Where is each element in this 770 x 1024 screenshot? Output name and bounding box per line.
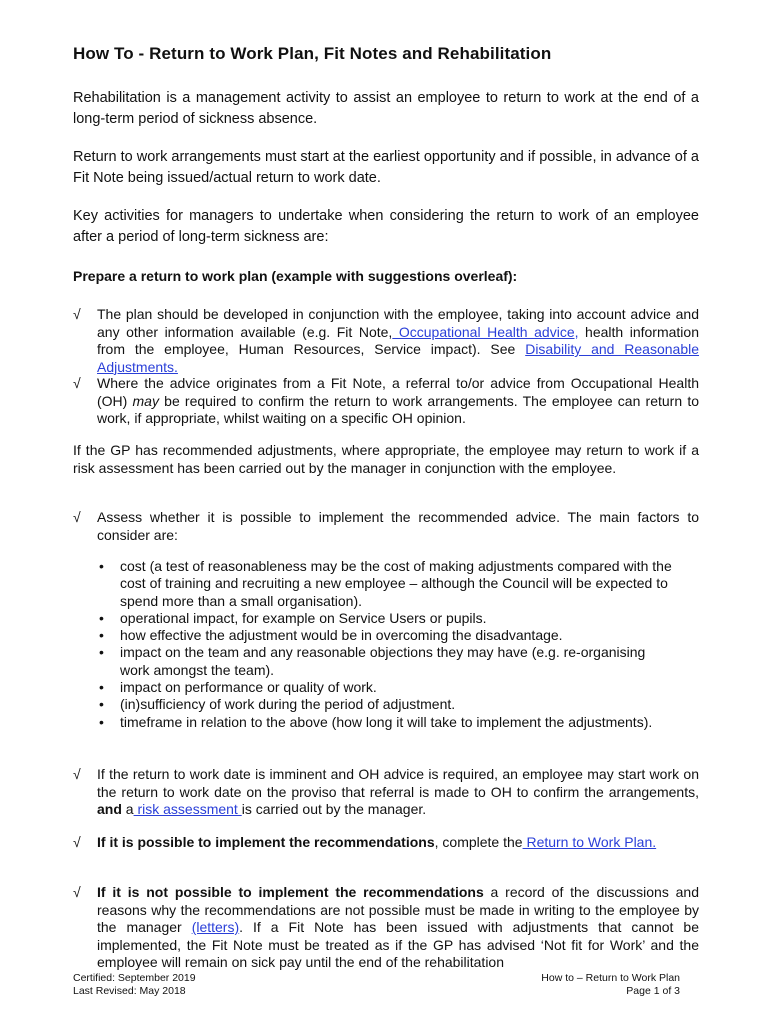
- list-item: • impact on the team and any reasonable objections they may have (e.g. re-organising work amongst the team).: [99, 644, 646, 678]
- check-mark-icon: √: [73, 375, 81, 391]
- bullet-icon: •: [99, 696, 104, 713]
- checklist-item-imminent-return: √ If the return to work date is imminent and OH advice is required, an employee may start work on the return to work date on the proviso that referral is made to OH to confirm the arrangements, and a risk assessment is carried out by the manager.: [73, 766, 699, 817]
- bullet-icon: •: [99, 627, 104, 644]
- list-item: • how effective the adjustment would be in overcoming the disadvantage.: [99, 627, 563, 644]
- document-name: How to – Return to Work Plan: [541, 972, 680, 984]
- occupational-health-link[interactable]: Occupational Health advice,: [392, 323, 579, 340]
- letters-link[interactable]: (letters): [191, 919, 240, 935]
- intro-paragraph-3: Key activities for managers to undertake when considering the return to work of an employee after a period of long-term sickness are:: [73, 208, 699, 245]
- check-mark-icon: √: [73, 509, 81, 525]
- risk-assessment-link[interactable]: risk assessment: [133, 801, 242, 817]
- check-mark-icon: √: [73, 834, 81, 850]
- bullet-icon: •: [99, 713, 104, 730]
- checklist-item-plan: √ The plan should be developed in conjunction with the employee, taking into account advice and any other information available (e.g. Fit Note, Occupational Health advice, health information from the employee, Human Resources, Service impact). See Disability and Reasonable Adjustments.: [73, 306, 700, 375]
- list-item: • impact on performance or quality of work.: [99, 679, 377, 696]
- return-to-work-plan-link[interactable]: Return to Work Plan.: [522, 834, 657, 850]
- gp-paragraph: If the GP has recommended adjustments, where appropriate, the employee may return to work if a risk assessment has been carried out by the manager in conjunction with the employee.: [73, 442, 699, 476]
- list-item: • (in)sufficiency of work during the period of adjustment.: [99, 696, 456, 713]
- check-mark-icon: √: [73, 884, 81, 900]
- checklist-item-possible: √ If it is possible to implement the recommendations, complete the Return to Work Plan.: [73, 834, 657, 850]
- disability-adjustments-link[interactable]: Disability and Reasonable Adjustments.: [97, 341, 700, 375]
- list-item: • timeframe in relation to the above (how long it will take to implement the adjustments).: [99, 713, 653, 730]
- page-title: How To - Return to Work Plan, Fit Notes and Rehabilitation: [73, 44, 552, 63]
- certified-date: Certified: September 2019: [73, 972, 196, 984]
- page-number: Page 1 of 3: [626, 985, 680, 997]
- bullet-icon: •: [99, 644, 104, 661]
- list-item: • operational impact, for example on Service Users or pupils.: [99, 609, 487, 626]
- intro-paragraph-1: Rehabilitation is a management activity to assist an employee to return to work at the end of a long-term period of sickness absence.: [73, 90, 699, 127]
- list-item: • cost (a test of reasonableness may be the cost of making adjustments compared with the cost of training and recruiting a new employee – although the Council will be expected to spend more than a small organisation).: [99, 558, 672, 609]
- checklist-item-not-possible: √ If it is not possible to implement the recommendations a record of the discussions and reasons why the recommendations are not possible must be made in writing to the employee by the manager (letters). If a Fit Note has been issued with adjustments that cannot be implemented, the Fit Note must be treated as if the GP has advised ‘Not fit for Work’ and the employee will remain on sick pay until the end of the rehabilitation: [73, 884, 700, 970]
- footer-left: [73, 972, 373, 998]
- checklist-item-fit-note: √ Where the advice originates from a Fit Note, a referral to/or advice from Occupational Health (OH) may be required to confirm the return to work arrangements. The employee can return to work, if appropriate, whilst waiting on a specific OH opinion.: [73, 375, 699, 426]
- checklist-item-assess: √ Assess whether it is possible to implement the recommended advice. The main factors to consider are:: [73, 509, 699, 543]
- bullet-icon: •: [99, 679, 104, 696]
- revised-date: Last Revised: May 2018: [73, 985, 186, 997]
- intro-paragraph-2: Return to work arrangements must start at the earliest opportunity and if possible, in advance of a Fit Note being issued/actual return to work date.: [73, 149, 699, 186]
- bullet-icon: •: [99, 558, 104, 574]
- factors-list: [73, 558, 673, 731]
- bullet-icon: •: [99, 609, 104, 626]
- check-mark-icon: √: [73, 306, 81, 322]
- footer-right: [541, 972, 680, 998]
- section-heading: Prepare a return to work plan (example with suggestions overleaf):: [73, 268, 518, 284]
- check-mark-icon: √: [73, 766, 81, 782]
